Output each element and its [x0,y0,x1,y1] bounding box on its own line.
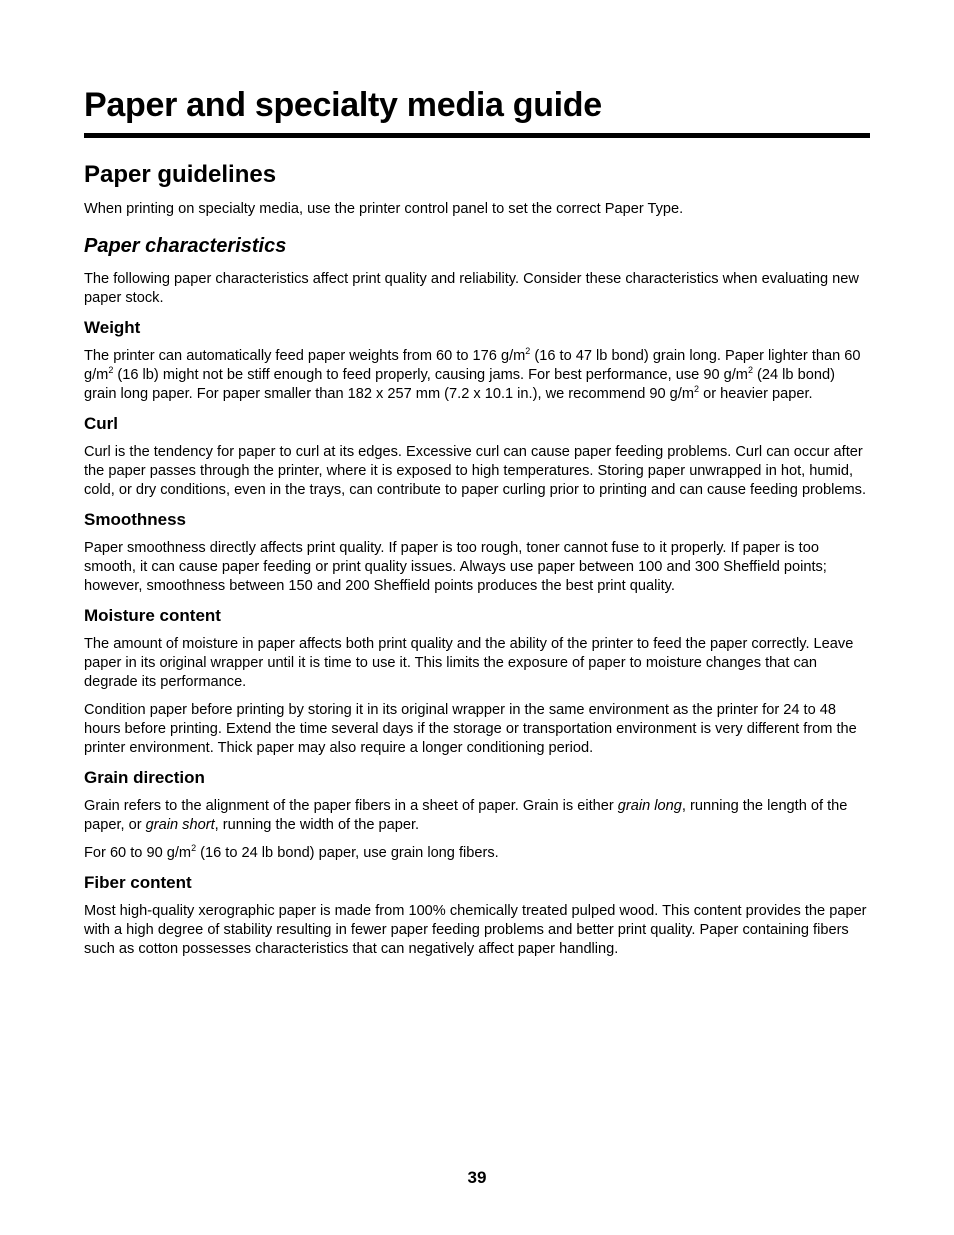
section-intro: When printing on specialty media, use the printer control panel to set the correct Paper Type. [84,201,684,217]
weight-text-4: (24 lb bond) grain long paper. For paper smaller than 182 x 257 mm (7.2 x 10.1 in.), we recommend 90 g/m [84,367,835,402]
curl-heading: Curl [84,414,118,433]
grain-text-3: , running the width of the paper. [214,817,420,833]
grain-long-term: grain long [617,798,682,814]
grain-short-term: grain short [145,817,215,833]
title-rule [84,133,870,138]
weight-paragraph [84,347,870,404]
chapter-title: Paper and specialty media guide [84,86,602,124]
moisture-paragraph-1: The amount of moisture in paper affects both print quality and the ability of the printer to feed the paper correctly. Leave paper in its original wrapper until it is time to use it. This limits the exposure of paper to moisture changes that can degrade its performance. [84,636,854,690]
grain-text-4: For 60 to 90 g/m [84,845,192,861]
weight-text-3: (16 lb) might not be stiff enough to feed properly, causing jams. For best performance, use 90 g/m [113,367,748,383]
superscript: 2 [108,365,114,375]
grain-text-1: Grain refers to the alignment of the paper fibers in a sheet of paper. Grain is either [84,798,618,814]
grain-text-5: (16 to 24 lb bond) paper, use grain long fibers. [196,845,499,861]
fiber-paragraph: Most high-quality xerographic paper is made from 100% chemically treated pulped wood. This content provides the paper with a high degree of stability resulting in fewer paper feeding problems and better print quality. Paper containing fibers such as cotton possesses characteristics that can negatively affect paper handling. [84,903,867,957]
weight-text-2: (16 to 47 lb bond) grain long. Paper lighter than 60 g/m [84,348,861,383]
grain-paragraph-1 [84,797,870,835]
page-number: 39 [467,1168,487,1187]
superscript: 2 [525,346,531,356]
smoothness-paragraph: Paper smoothness directly affects print quality. If paper is too rough, toner cannot fuse to it properly. If paper is too smooth, it can cause paper feeding or print quality issues. Always use paper between 100 and 300 Sheffield points; however, smoothness between 150 and 200 Sheffield points produces the best print quality. [84,540,827,594]
superscript: 2 [191,843,197,853]
weight-text-5: or heavier paper. [699,386,813,402]
moisture-heading: Moisture content [84,606,221,625]
section-title: Paper guidelines [84,161,277,188]
fiber-heading: Fiber content [84,873,192,892]
curl-paragraph: Curl is the tendency for paper to curl at its edges. Excessive curl can cause paper feeding problems. Curl can occur after the paper passes through the printer, where it is exposed to high temperatures. Storing paper unwrapped in hot, humid, cold, or dry conditions, even in the trays, can contribute to paper curling prior to printing and can cause feeding problems. [84,444,867,498]
grain-paragraph-2 [84,844,870,863]
weight-text-1: The printer can automatically feed paper weights from 60 to 176 g/m [84,348,526,364]
moisture-paragraph-2: Condition paper before printing by storing it in its original wrapper in the same environment as the printer for 24 to 48 hours before printing. Extend the time several days if the storage or transportation environment is very different from the printer environment. Thick paper may also require a longer conditioning period. [84,702,857,756]
content-flow [84,158,870,959]
subsection-intro: The following paper characteristics affect print quality and reliability. Consider these characteristics when evaluating new paper stock. [84,271,859,306]
superscript: 2 [694,384,700,394]
superscript: 2 [747,365,753,375]
subsection-title: Paper characteristics [84,235,287,257]
weight-heading: Weight [84,318,141,337]
grain-heading: Grain direction [84,768,205,787]
grain-text-2: , running the length of the paper, or [84,798,848,833]
smoothness-heading: Smoothness [84,510,187,529]
